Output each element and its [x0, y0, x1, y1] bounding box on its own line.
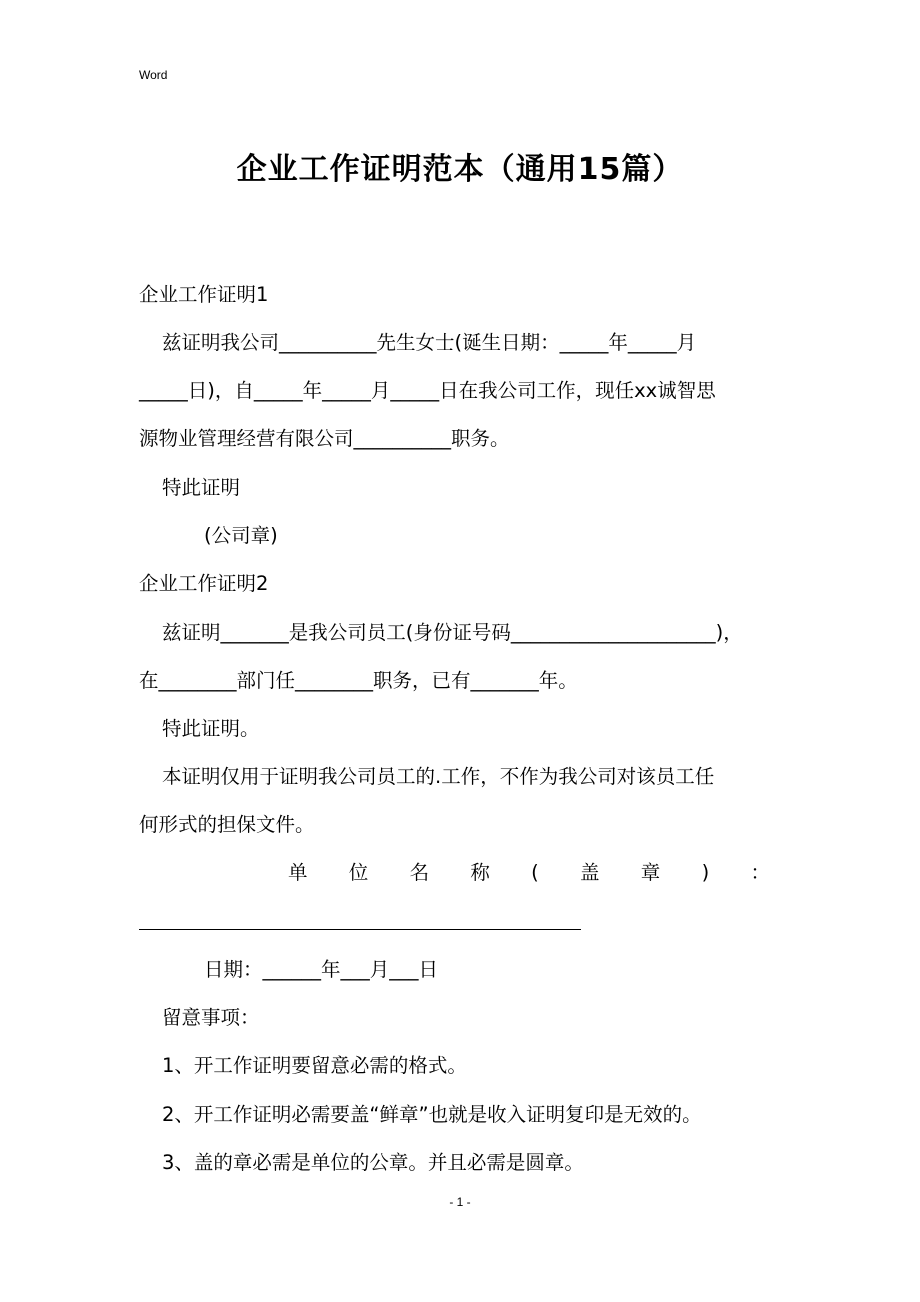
header-label: Word [139, 68, 168, 82]
unit-name-label [288, 859, 770, 887]
unit-char: 章 [640, 861, 661, 884]
page-number: - 1 - [449, 1195, 471, 1209]
section2-heading: 企业工作证明2 [139, 572, 269, 595]
unit-char: ： [750, 861, 770, 884]
unit-char: ( [531, 861, 539, 884]
note-item: 3、盖的章必需是单位的公章。并且必需是圆章。 [162, 1151, 584, 1174]
section1-body-line2: _____日)，自_____年_____月_____日在我公司工作，现任xx诚智思 [139, 379, 716, 402]
section1-closing: 特此证明 [162, 476, 241, 499]
document-title: 企业工作证明范本（通用15篇） [236, 152, 684, 187]
date-line: 日期：______年___月___日 [204, 958, 439, 981]
section2-closing: 特此证明。 [162, 717, 260, 740]
notes-heading: 留意事项： [162, 1006, 260, 1029]
section2-body-line2: 在________部门任________职务，已有_______年。 [139, 669, 578, 692]
unit-char: ) [701, 861, 710, 884]
unit-char: 位 [348, 861, 369, 884]
note-item: 1、开工作证明要留意必需的格式。 [162, 1054, 467, 1077]
unit-char: 单 [288, 861, 308, 884]
section1-seal: (公司章) [204, 524, 278, 547]
note-item: 2、开工作证明必需要盖“鲜章”也就是收入证明复印是无效的。 [162, 1103, 702, 1126]
section2-note-line2: 何形式的担保文件。 [139, 813, 315, 836]
section2-body-line1: 兹证明_______是我公司员工(身份证号码_____________________)， [162, 621, 743, 644]
section1-body-line3: 源物业管理经营有限公司__________职务。 [139, 427, 510, 450]
section1-heading: 企业工作证明1 [139, 283, 269, 306]
section2-note-line1: 本证明仅用于证明我公司员工的.工作，不作为我公司对该员工任 [162, 765, 715, 788]
unit-char: 名 [409, 861, 430, 884]
unit-char: 称 [470, 861, 490, 884]
section1-body-line1: 兹证明我公司__________先生女士(诞生日期：_____年_____月 [162, 331, 697, 354]
unit-char: 盖 [580, 861, 600, 884]
signature-line [139, 929, 581, 930]
